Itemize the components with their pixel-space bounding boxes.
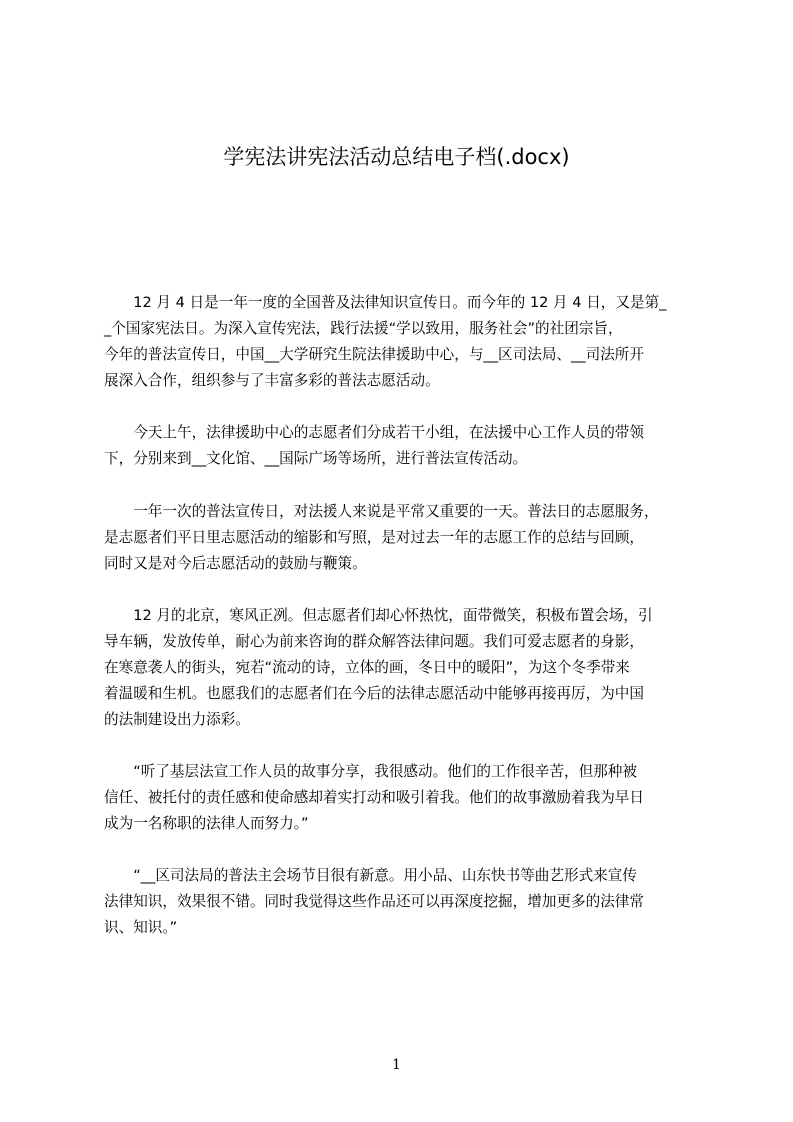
text-line: 下，分别来到__文化馆、__国际广场等场所，进行普法宣传活动。: [104, 450, 528, 467]
page-number: 1: [392, 1057, 401, 1073]
paragraph-constitution-day: [104, 290, 704, 394]
paragraph-quote-program: [104, 863, 704, 941]
paragraph-morning-activity: [104, 420, 704, 472]
text-line: 在寒意袭人的街头，宛若“流动的诗，立体的画，冬日中的暖阳”，为这个冬季带来: [104, 659, 630, 676]
text-line: 法律知识，效果很不错。同时我觉得这些作品还可以再深度挖掘，增加更多的法律常: [104, 893, 644, 910]
text-line: 信任、被托付的责任感和使命感却着实打动和吸引着我。他们的故事激励着我为早日: [104, 789, 644, 806]
text-line: 导车辆，发放传单，耐心为前来咨询的群众解答法律问题。我们可爱志愿者的身影，: [104, 633, 644, 650]
text-line: “听了基层法宣工作人员的故事分享，我很感动。他们的工作很辛苦，但那种被: [104, 763, 637, 780]
paragraph-quote-story: [104, 759, 704, 837]
text-line: 12 月 4 日是一年一度的全国普及法律知识宣传日。而今年的 12 月 4 日，又是第_: [104, 294, 667, 311]
paragraph-annual-day: [104, 499, 704, 577]
text-line: 同时又是对今后志愿活动的鼓励与鞭策。: [104, 555, 367, 572]
text-line: 识、知识。”: [104, 919, 178, 936]
text-line: “__区司法局的普法主会场节目很有新意。用小品、山东快书等曲艺形式来宣传: [104, 867, 637, 884]
text-line: 一年一次的普法宣传日，对法援人来说是平常又重要的一天。普法日的志愿服务，: [104, 503, 659, 520]
text-line: 成为一名称职的法律人而努力。”: [104, 815, 309, 832]
text-line: 今年的普法宣传日，中国__大学研究生院法律援助中心，与__区司法局、__司法所开: [104, 346, 644, 363]
paragraph-beijing-december: [104, 603, 704, 733]
text-line: 着温暖和生机。也愿我们的志愿者们在今后的法律志愿活动中能够再接再厉，为中国: [104, 685, 644, 702]
text-line: 的法制建设出力添彩。: [104, 711, 250, 728]
text-line: 是志愿者们平日里志愿活动的缩影和写照，是对过去一年的志愿工作的总结与回顾，: [104, 529, 644, 546]
text-line: 展深入合作，组织参与了丰富多彩的普法志愿活动。: [104, 372, 440, 389]
text-line: 12 月的北京，寒风正冽。但志愿者们却心怀热忱，面带微笑，积极布置会场，引: [104, 607, 653, 624]
text-line: 今天上午，法律援助中心的志愿者们分成若干小组，在法援中心工作人员的带领: [104, 424, 644, 441]
document-title: 学宪法讲宪法活动总结电子档(.docx): [223, 145, 570, 169]
text-line: _个国家宪法日。为深入宣传宪法，践行法援“学以致用，服务社会”的社团宗旨，: [104, 320, 623, 337]
